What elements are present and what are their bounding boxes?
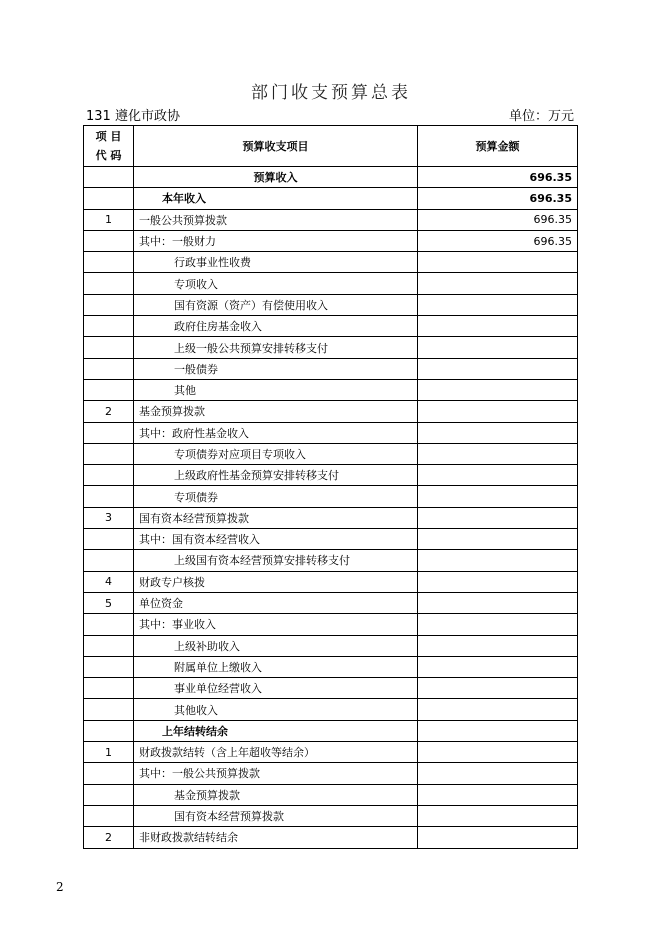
row-amount [418,592,578,613]
table-row [84,763,578,784]
row-item: 其中：一般财力 [134,230,418,251]
header-item: 预算收支项目 [134,126,418,167]
row-amount [418,635,578,656]
row-amount [418,805,578,826]
row-item: 上级一般公共预算安排转移支付 [134,337,418,358]
table-row [84,699,578,720]
table-row [84,635,578,656]
table-row [84,742,578,763]
table-row [84,614,578,635]
row-item: 国有资本经营预算拨款 [134,507,418,528]
row-code [84,656,134,677]
table-row [84,209,578,230]
row-code: 1 [84,742,134,763]
table-row [84,167,578,188]
row-item: 非财政拨款结转结余 [134,827,418,848]
row-amount [418,252,578,273]
table-row [84,656,578,677]
row-code: 5 [84,592,134,613]
table-row [84,252,578,273]
row-code [84,805,134,826]
row-amount [418,720,578,741]
row-item: 其他 [134,379,418,400]
row-code [84,188,134,209]
row-amount [418,656,578,677]
row-code: 1 [84,209,134,230]
row-amount [418,763,578,784]
row-item: 国有资本经营预算拨款 [134,805,418,826]
organization-label: 131 遵化市政协 [86,109,180,124]
row-amount [418,507,578,528]
unit-label: 单位：万元 [508,109,574,124]
row-item: 一般公共预算拨款 [134,209,418,230]
table-row [84,273,578,294]
row-amount [418,827,578,848]
table-row [84,507,578,528]
row-item: 基金预算拨款 [134,784,418,805]
table-row [84,230,578,251]
row-amount: 696.35 [418,188,578,209]
row-amount [418,358,578,379]
row-code [84,529,134,550]
row-code [84,294,134,315]
row-item: 上级政府性基金预算安排转移支付 [134,465,418,486]
table-row [84,188,578,209]
table-row [84,486,578,507]
row-item: 上级补助收入 [134,635,418,656]
row-code [84,614,134,635]
row-amount [418,379,578,400]
table-row [84,805,578,826]
row-code [84,699,134,720]
row-amount: 696.35 [418,167,578,188]
row-code [84,784,134,805]
row-item: 其中：国有资本经营收入 [134,529,418,550]
row-item: 财政专户核拨 [134,571,418,592]
row-item: 单位资金 [134,592,418,613]
row-code [84,720,134,741]
row-code [84,486,134,507]
row-item: 附属单位上缴收入 [134,656,418,677]
row-amount [418,443,578,464]
row-code: 2 [84,401,134,422]
table-row [84,592,578,613]
row-item: 上级国有资本经营预算安排转移支付 [134,550,418,571]
row-code [84,337,134,358]
row-amount [418,337,578,358]
table-row [84,678,578,699]
row-amount: 696.35 [418,230,578,251]
row-code [84,167,134,188]
row-code: 4 [84,571,134,592]
row-item: 政府住房基金收入 [134,316,418,337]
row-item: 其中：事业收入 [134,614,418,635]
table-row [84,529,578,550]
row-code: 2 [84,827,134,848]
page-title: 部门收支预算总表 [251,83,411,103]
page-number: 2 [56,880,64,894]
row-code [84,465,134,486]
row-code [84,252,134,273]
header-code [84,126,134,167]
row-item: 事业单位经营收入 [134,678,418,699]
row-amount [418,401,578,422]
row-amount [418,294,578,315]
row-amount [418,699,578,720]
row-item: 专项债券对应项目专项收入 [134,443,418,464]
row-code [84,379,134,400]
row-amount [418,614,578,635]
row-item: 专项债券 [134,486,418,507]
row-item: 基金预算拨款 [134,401,418,422]
table-row [84,550,578,571]
row-item: 国有资源（资产）有偿使用收入 [134,294,418,315]
row-code [84,550,134,571]
row-amount [418,742,578,763]
budget-table [83,125,578,849]
table-row [84,720,578,741]
row-amount [418,571,578,592]
table-row [84,379,578,400]
table-row [84,316,578,337]
row-code [84,422,134,443]
row-item: 其他收入 [134,699,418,720]
row-amount [418,486,578,507]
table-row [84,465,578,486]
row-amount [418,465,578,486]
row-code [84,635,134,656]
row-amount [418,550,578,571]
row-code [84,443,134,464]
header-code-label: 项 目 代 码 [95,130,122,162]
row-item: 本年收入 [134,188,418,209]
row-item: 预算收入 [134,167,418,188]
row-item: 一般债券 [134,358,418,379]
row-item: 财政拨款结转（含上年超收等结余） [134,742,418,763]
table-row [84,358,578,379]
row-code [84,273,134,294]
table-row [84,571,578,592]
row-code [84,358,134,379]
header-amount: 预算金额 [418,126,578,167]
row-code [84,763,134,784]
table-row [84,294,578,315]
table-row [84,401,578,422]
row-amount [418,678,578,699]
table-row [84,337,578,358]
row-code: 3 [84,507,134,528]
row-amount [418,316,578,337]
row-amount [418,784,578,805]
row-item: 其中：政府性基金收入 [134,422,418,443]
row-amount [418,529,578,550]
row-item: 行政事业性收费 [134,252,418,273]
row-item: 上年结转结余 [134,720,418,741]
table-row [84,422,578,443]
row-amount: 696.35 [418,209,578,230]
row-code [84,230,134,251]
table-header-row [84,126,578,167]
row-item: 其中：一般公共预算拨款 [134,763,418,784]
row-amount [418,422,578,443]
table-row [84,443,578,464]
row-code [84,316,134,337]
table-row [84,784,578,805]
row-item: 专项收入 [134,273,418,294]
row-amount [418,273,578,294]
row-code [84,678,134,699]
table-row [84,827,578,848]
